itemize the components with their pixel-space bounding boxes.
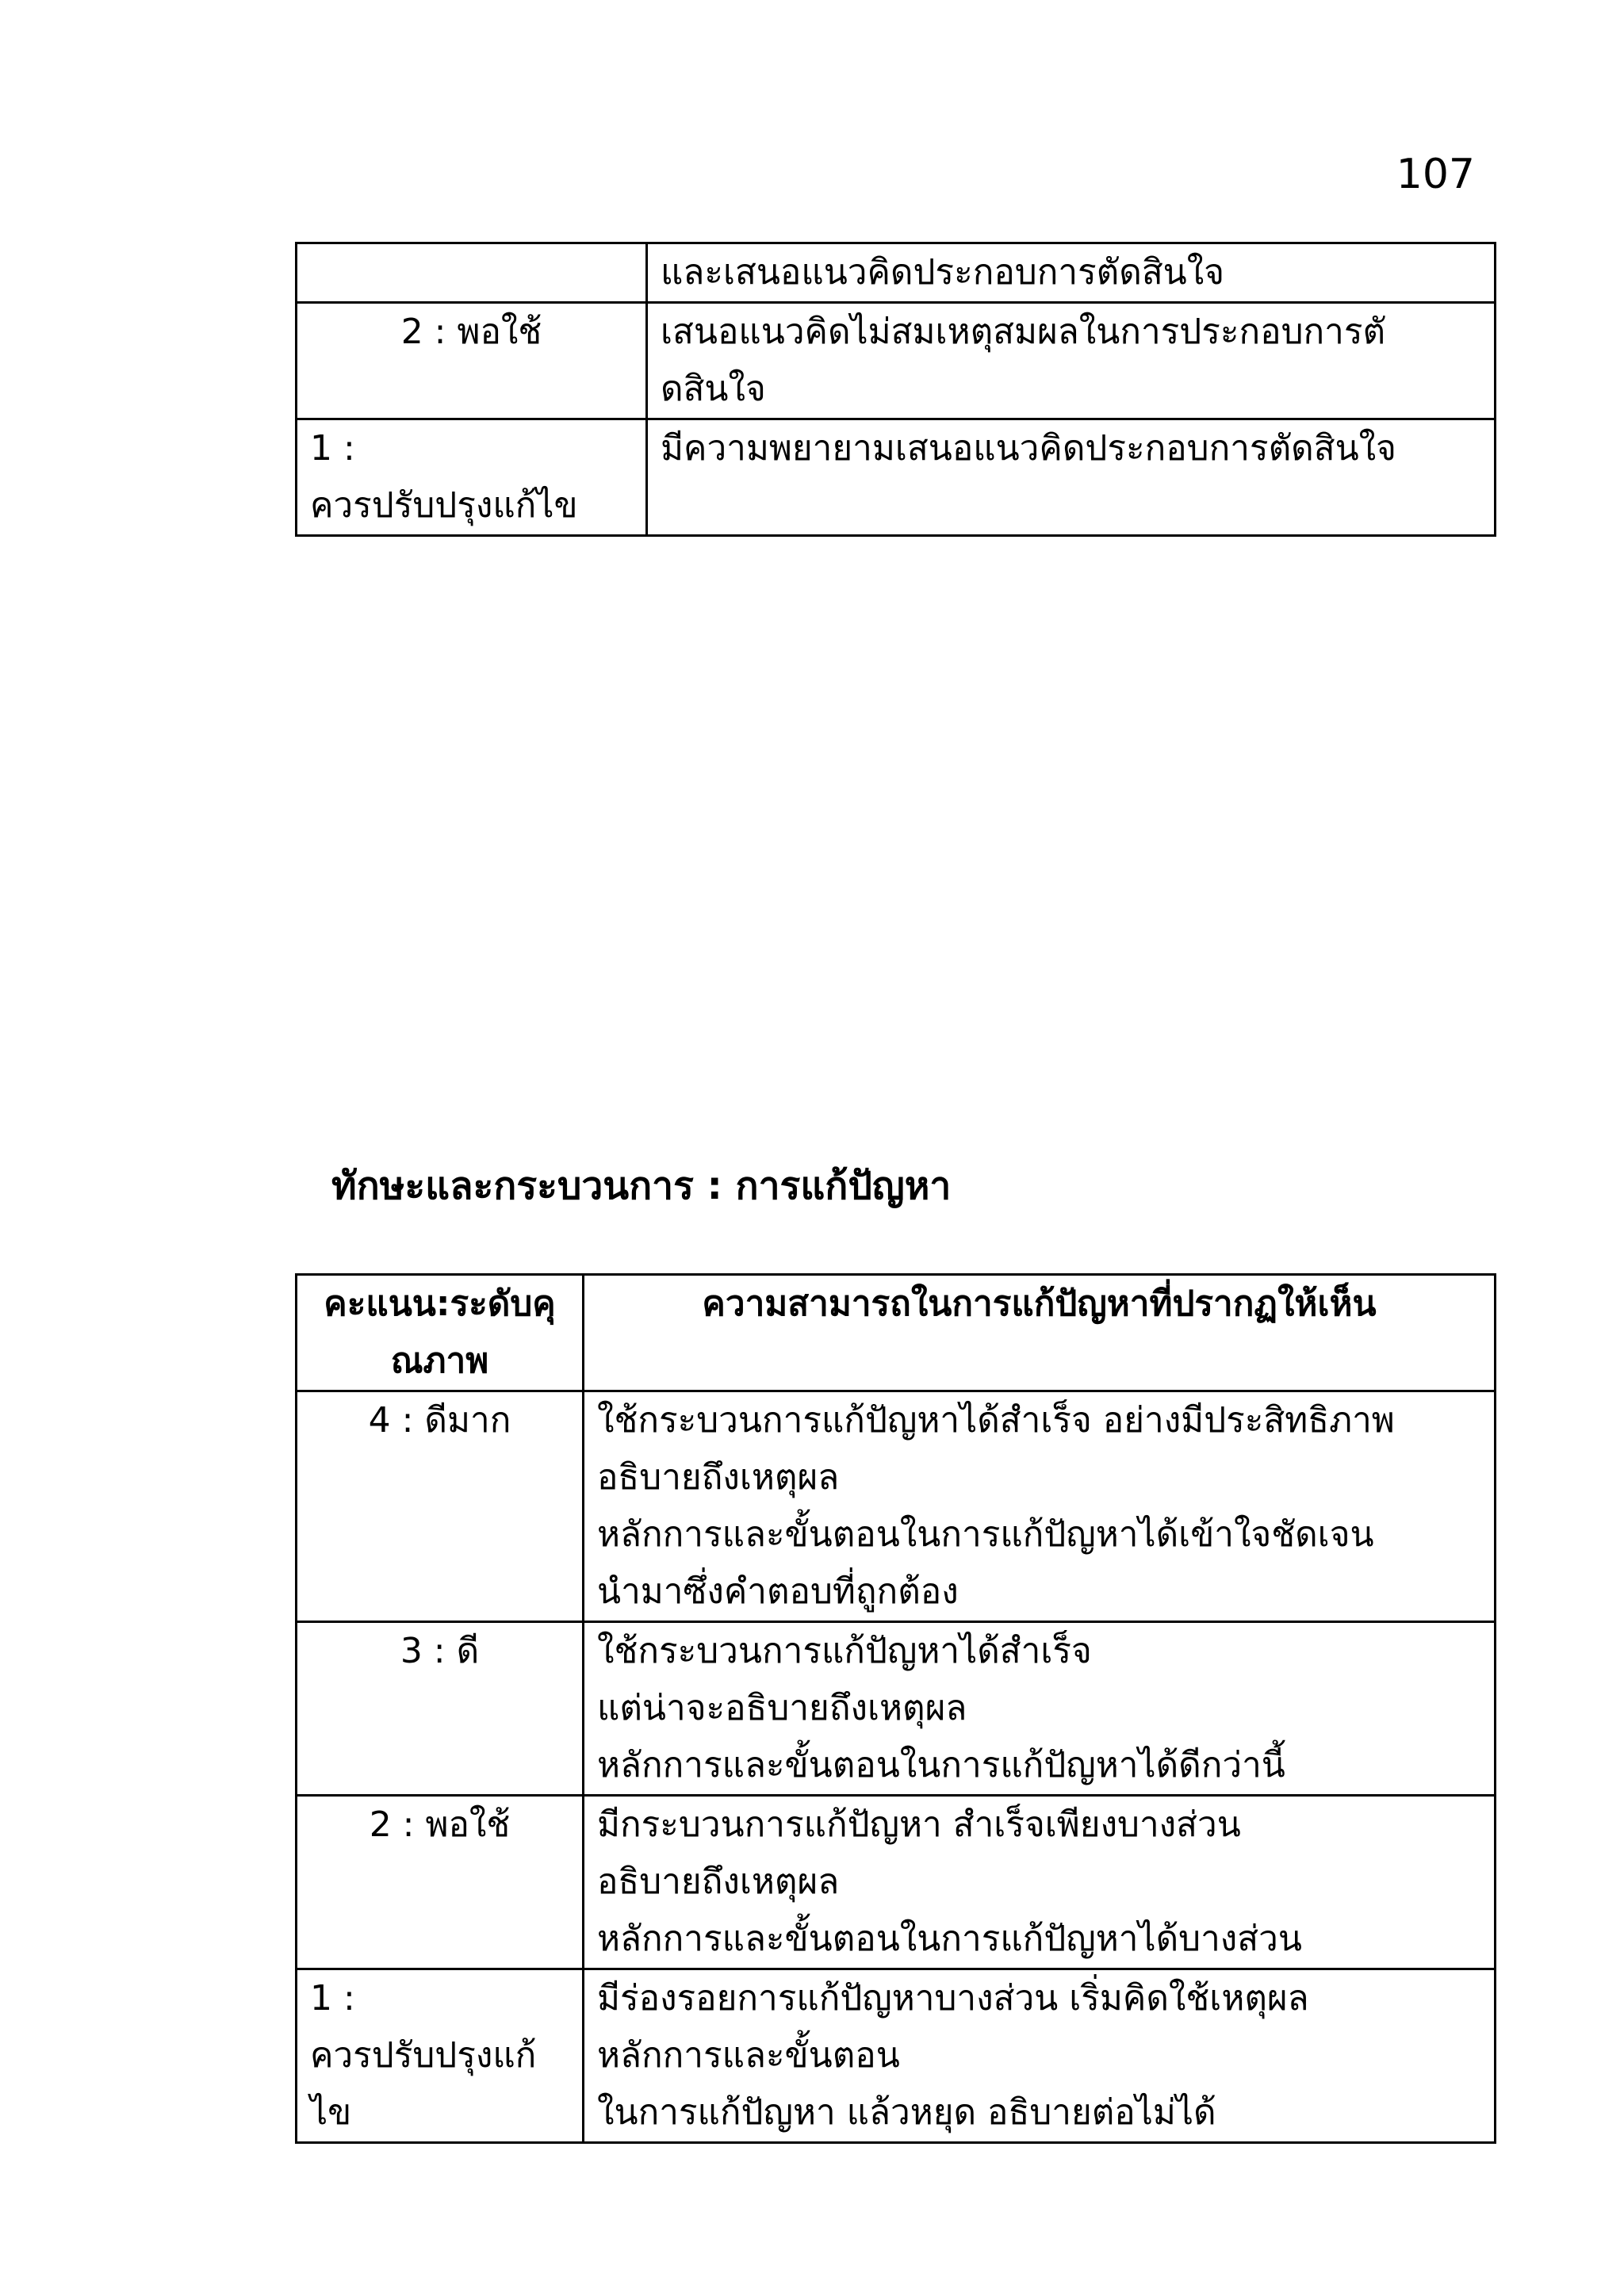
description-line: หลักการและขั้นตอน xyxy=(597,2035,900,2076)
description-line: หลักการและขั้นตอนในการแก้ปัญหาได้เข้าใจชัดเจน xyxy=(597,1514,1374,1555)
score-label: 1 : xyxy=(310,1978,355,2019)
score-label: 1 : xyxy=(310,428,355,469)
description-line: และเสนอแนวคิดประกอบการตัดสินใจ xyxy=(661,252,1225,293)
score-label: 4 : ดีมาก xyxy=(368,1400,511,1441)
page-number: 107 xyxy=(1396,151,1475,198)
table-row xyxy=(297,303,1496,419)
description-cell xyxy=(584,1796,1496,1969)
description-line: แต่น่าจะอธิบายถึงเหตุผล xyxy=(597,1688,967,1728)
description-line: หลักการและขั้นตอนในการแก้ปัญหาได้ดีกว่านี้ xyxy=(597,1745,1285,1785)
score-cell xyxy=(297,1622,584,1796)
score-cell xyxy=(297,419,647,536)
description-line: หลักการและขั้นตอนในการแก้ปัญหาได้บางส่วน xyxy=(597,1919,1302,1959)
section-heading: ทักษะและกระบวนการ : การแก้ปัญหา xyxy=(331,1164,952,1208)
score-cell xyxy=(297,1391,584,1622)
description-line: อธิบายถึงเหตุผล xyxy=(597,1862,840,1902)
description-line: มีกระบวนการแก้ปัญหา สำเร็จเพียงบางส่วน xyxy=(597,1804,1241,1845)
description-line: มีความพยายามเสนอแนวคิดประกอบการตัดสินใจ xyxy=(661,428,1396,469)
description-cell xyxy=(647,419,1496,536)
score-label: 2 : พอใช้ xyxy=(369,1804,511,1845)
description-line: ดสินใจ xyxy=(661,369,766,409)
description-cell xyxy=(584,1622,1496,1796)
description-line: ใช้กระบวนการแก้ปัญหาได้สำเร็จ xyxy=(597,1631,1092,1671)
description-cell xyxy=(647,243,1496,303)
rubric-table-problem-solving xyxy=(295,1273,1496,2144)
table-row xyxy=(297,243,1496,303)
table-header-row xyxy=(297,1275,1496,1391)
description-line: ในการแก้ปัญหา แล้วหยุด อธิบายต่อไม่ได้ xyxy=(597,2092,1216,2133)
rubric-table-decision xyxy=(295,242,1496,537)
ability-column-header: ความสามารถในการแก้ปัญหาที่ปรากฏให้เห็น xyxy=(584,1275,1496,1391)
table-row xyxy=(297,1622,1496,1796)
table-row xyxy=(297,1391,1496,1622)
score-label: 2 : พอใช้ xyxy=(400,312,542,352)
description-line: นำมาซึ่งคำตอบที่ถูกต้อง xyxy=(597,1571,959,1612)
table-row xyxy=(297,1796,1496,1969)
description-line: เสนอแนวคิดไม่สมเหตุสมผลในการประกอบการตั xyxy=(661,312,1386,352)
description-cell xyxy=(584,1391,1496,1622)
table-row xyxy=(297,1969,1496,2143)
score-label: 3 : ดี xyxy=(400,1631,480,1671)
score-column-header: คะแนน:ระดับคุ ณภาพ xyxy=(297,1275,584,1391)
description-cell xyxy=(584,1969,1496,2143)
score-label: ควรปรับปรุงแก้ xyxy=(310,2035,537,2076)
score-label: ไข xyxy=(310,2092,352,2133)
score-cell xyxy=(297,1969,584,2143)
score-cell xyxy=(297,1796,584,1969)
description-line: มีร่องรอยการแก้ปัญหาบางส่วน เริ่มคิดใช้เหตุผล xyxy=(597,1978,1309,2019)
score-cell xyxy=(297,243,647,303)
score-cell xyxy=(297,303,647,419)
description-line: ใช้กระบวนการแก้ปัญหาได้สำเร็จ อย่างมีประสิทธิภาพ xyxy=(597,1400,1395,1441)
score-label: ควรปรับปรุงแก้ไข xyxy=(310,485,578,526)
description-line: อธิบายถึงเหตุผล xyxy=(597,1457,840,1498)
table-row xyxy=(297,419,1496,536)
description-cell xyxy=(647,303,1496,419)
